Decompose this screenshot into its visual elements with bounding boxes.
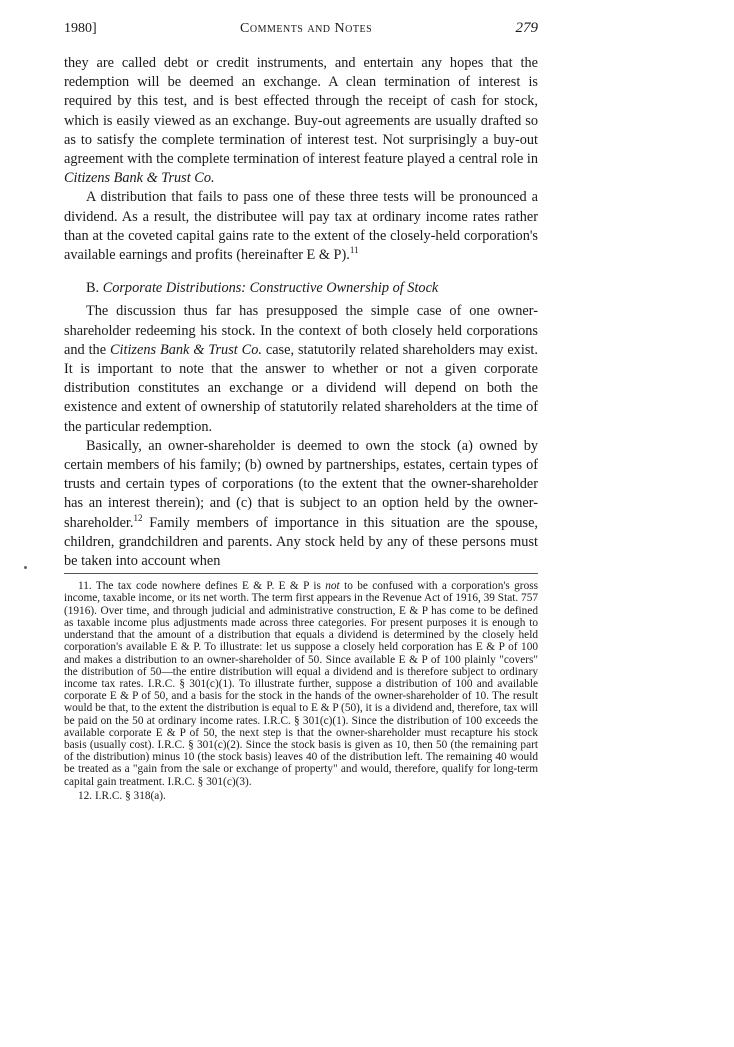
footnote-11 <box>64 580 538 787</box>
italic-text: Citizens Bank & Trust Co. <box>64 170 215 187</box>
footnote-ref: 11 <box>349 245 359 256</box>
text-run: Family members of importance in this situation are the spouse, children, grandchildren and parents. Any stock held by any of these persons must be taken into account when <box>64 514 538 570</box>
paragraph-4 <box>64 437 538 571</box>
header-year: 1980] <box>64 21 97 36</box>
text-run: they are called debt or credit instruments, and entertain any hopes that the redemption will be deemed an exchange. A clean termination of interest is required by this test, and is best effected through the receipt of cash for stock, which is easily viewed as an exchange. Buy-out agreements are usually drafted so as to satisfy the complete termination of interest test. Not surprisingly a buy-out agreement with the complete termination of interest feature played a central role in <box>64 55 538 168</box>
section-heading <box>86 279 538 298</box>
footnote-rule <box>64 573 538 574</box>
paragraph-3 <box>64 302 538 436</box>
text-run: The discussion thus far has presupposed the simple case of one owner-shareholder redeeming his stock. In the context of both closely held corporations and the <box>64 303 538 358</box>
text-run: case, statutorily related shareholders may exist. It is important to note that the answer to whether or not a given corporate distribution constitutes an exchange or a dividend will depend on both the existence and extent of ownership of statutorily related shareholders at the time of the particular redemption. <box>64 341 538 435</box>
header-title: Comments and Notes <box>240 21 373 36</box>
text-run: 11. The tax code nowhere defines E & P. E & P is <box>78 580 326 593</box>
text-run: A distribution that fails to pass one of these three tests will be pronounced a dividend. As a result, the distributee will pay tax at ordinary income rates rather than at the coveted capital gains rate to the extent of the closely-held corporation's available earnings and profits (hereinafter E & P). <box>64 189 538 264</box>
text-run: Basically, an owner-shareholder is deemed to own the stock (a) owned by certain members of his family; (b) owned by partnerships, estates, certain types of trusts and certain types of corporations (to the extent that the owner-shareholder has an interest therein); and (c) that is subject to an option held by the owner-shareholder. <box>64 437 538 531</box>
running-header <box>64 20 538 42</box>
body-text <box>64 54 538 571</box>
margin-mark <box>24 566 27 569</box>
page-number: 279 <box>515 20 538 36</box>
paragraph-2 <box>64 188 538 265</box>
italic-text: Citizens Bank & Trust Co. <box>109 341 262 358</box>
paragraph-1 <box>64 54 538 188</box>
footnote-ref: 12 <box>133 512 143 523</box>
italic-text: Corporate Distributions: Constructive Ownership of Stock <box>102 280 439 297</box>
text-run: to be confused with a corporation's gross income, taxable income, or its net worth. The term first appears in the Revenue Act of 1916, 39 Stat. 757 (1916). Over time, and through judicial and administrative construction, E & P has come to be defined as taxable income plus adjustments made across three categories. For present purposes it is enough to understand that the amount of a distribution that equals a dividend is determined by the closely held corporation's available E & P. To illustrate: let us suppose a closely held corporation has E & P of 100 and makes a distribution to an owner-shareholder of 50. Since available E & P of 100 plainly "covers" the distribution of 50—the entire distribution will equal a dividend and is therefore subject to ordinary income tax rates. I.R.C. § 301(c)(1). To illustrate further, suppose a distribution of 100 and available corporate E & P of 50, and a basis for the stock in the hands of the owner-shareholder of 10. The result would be that, to the extent the distribution is equal to E & P (50), it is a dividend and, therefore, tax will be paid on the 50 at ordinary income rates. I.R.C. § 301(c)(1). Since the distribution of 100 exceeds the available corporate E & P of 50, the next step is that the owner-shareholder must recapture his stock basis (usually cost). I.R.C. § 301(c)(2). Since the stock basis is given as 10, then 50 (the remaining part of the distribution) minus 10 (the stock basis) leaves 40 of the distribution left. The remaining 40 would be treated as a "gain from the sale or exchange of property" and would, therefore, qualify for long-term capital gain treatment. I.R.C. § 301(c)(3). <box>64 580 539 788</box>
footnote-12 <box>64 790 538 802</box>
italic-text: not <box>325 580 340 593</box>
text-run: B. <box>86 280 103 297</box>
text-run: 12. I.R.C. § 318(a). <box>78 789 166 802</box>
page <box>64 20 538 802</box>
footnotes <box>64 580 538 802</box>
